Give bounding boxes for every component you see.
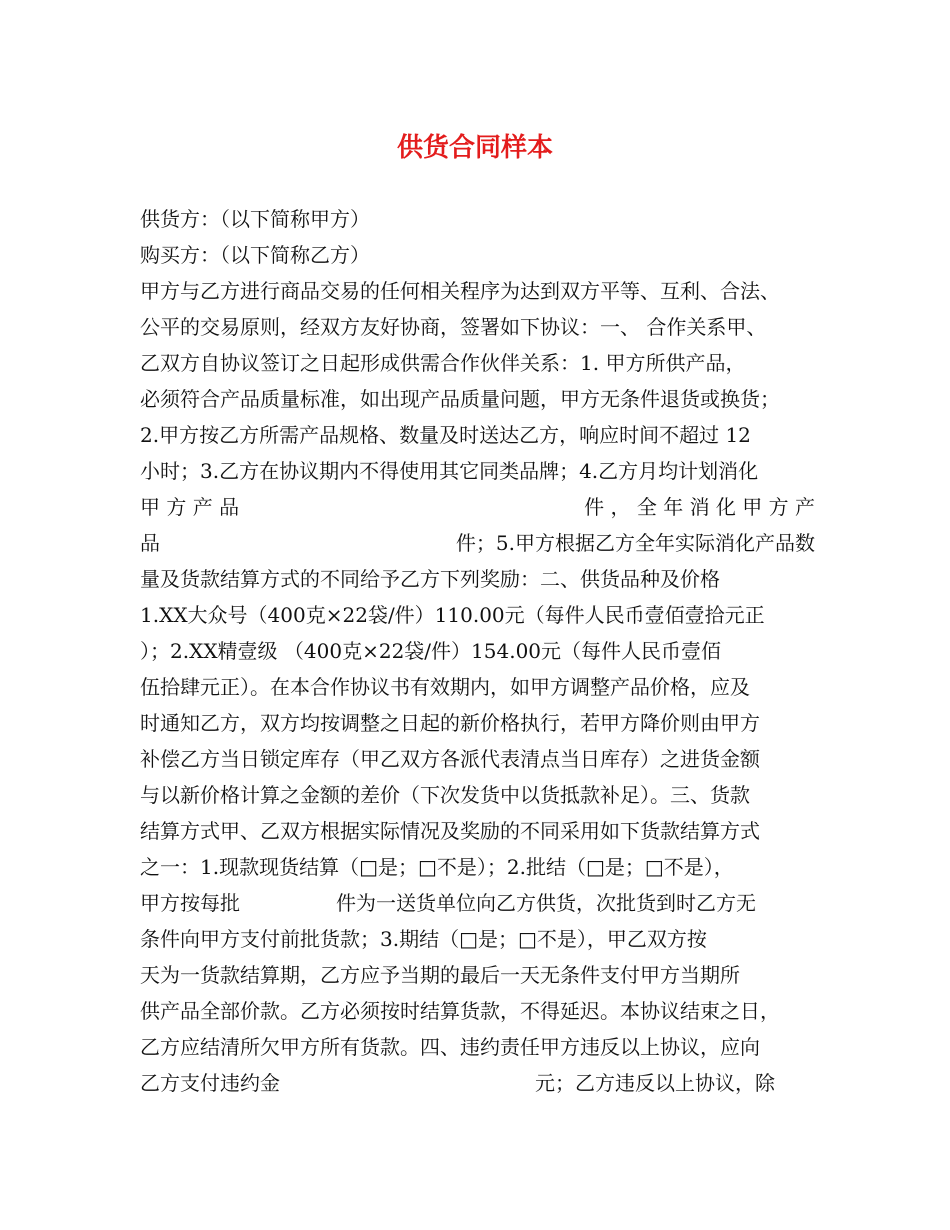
text-line-blank [140,885,815,921]
text-line: 结算方式甲、乙双方根据实际情况及奖励的不同采用如下货款结算方式 [140,819,760,843]
text-line: 2.甲方按乙方所需产品规格、数量及时送达乙方，响应时间不超过 12 [140,423,751,447]
text-line: 量及货款结算方式的不同给予乙方下列奖励：二、供货品种及价格 [140,567,720,591]
text-line-blank [140,1065,815,1101]
text-segment: 件；5.甲方根据乙方全年实际消化产品数 [455,531,815,555]
text-line: 补偿乙方当日锁定库存（甲乙双方各派代表清点当日库存）之进货金额 [140,747,760,771]
text-line: 甲方与乙方进行商品交易的任何相关程序为达到双方平等、互利、合法、 [140,279,780,303]
text-line: 时通知乙方，双方均按调整之日起的新价格执行，若甲方降价则由甲方 [140,711,760,735]
text-line-blank [140,489,815,525]
text-line: 条件向甲方支付前批货款；3.期结（□是；□不是），甲乙双方按 [140,927,707,951]
text-segment: 品 [140,531,160,555]
text-line: 乙方应结清所欠甲方所有货款。四、违约责任甲方违反以上协议，应向 [140,1035,760,1059]
text-segment: 件 ， 全 年 消 化 甲 方 产 [584,495,815,519]
text-line: 供货方：（以下简称甲方） [140,207,370,231]
text-segment: 乙方支付违约金 [140,1071,280,1095]
document-title: 供货合同样本 [396,133,553,163]
text-line: 购买方：（以下简称乙方） [140,243,370,267]
text-line: 公平的交易原则，经双方友好协商，签署如下协议：一、 合作关系甲、 [140,315,767,339]
text-line: 供产品全部价款。乙方必须按时结算货款，不得延迟。本协议结束之日， [140,999,780,1023]
text-line: 1.XX大众号（400克×22袋/件）110.00元（每件人民币壹佰壹拾元正 [140,603,765,627]
text-line: ）；2.XX精壹级 （400克×22袋/件）154.00元（每件人民币壹佰 [140,639,722,663]
text-line: 与以新价格计算之金额的差价（下次发货中以货抵款补足）。三、货款 [140,783,750,807]
text-line: 乙双方自协议签订之日起形成供需合作伙伴关系：1. 甲方所供产品， [140,351,746,375]
text-line: 之一：1.现款现货结算（□是；□不是）；2.批结（□是；□不是）， [140,855,734,879]
text-line: 必须符合产品质量标准，如出现产品质量问题，甲方无条件退货或换货； [140,387,780,411]
text-line-blank [140,525,815,561]
text-segment: 元；乙方违反以上协议，除 [535,1071,775,1095]
text-segment: 甲方按每批 [140,891,240,915]
text-line: 天为一货款结算期，乙方应予当期的最后一天无条件支付甲方当期所 [140,963,740,987]
text-line: 伍拾肆元正）。在本合作协议书有效期内，如甲方调整产品价格，应及 [140,675,750,699]
text-segment: 件为一送货单位向乙方供货，次批货到时乙方无 [336,891,756,915]
text-line: 小时；3.乙方在协议期内不得使用其它同类品牌；4.乙方月均计划消化 [140,459,759,483]
text-segment: 甲 方 产 品 [140,495,240,519]
